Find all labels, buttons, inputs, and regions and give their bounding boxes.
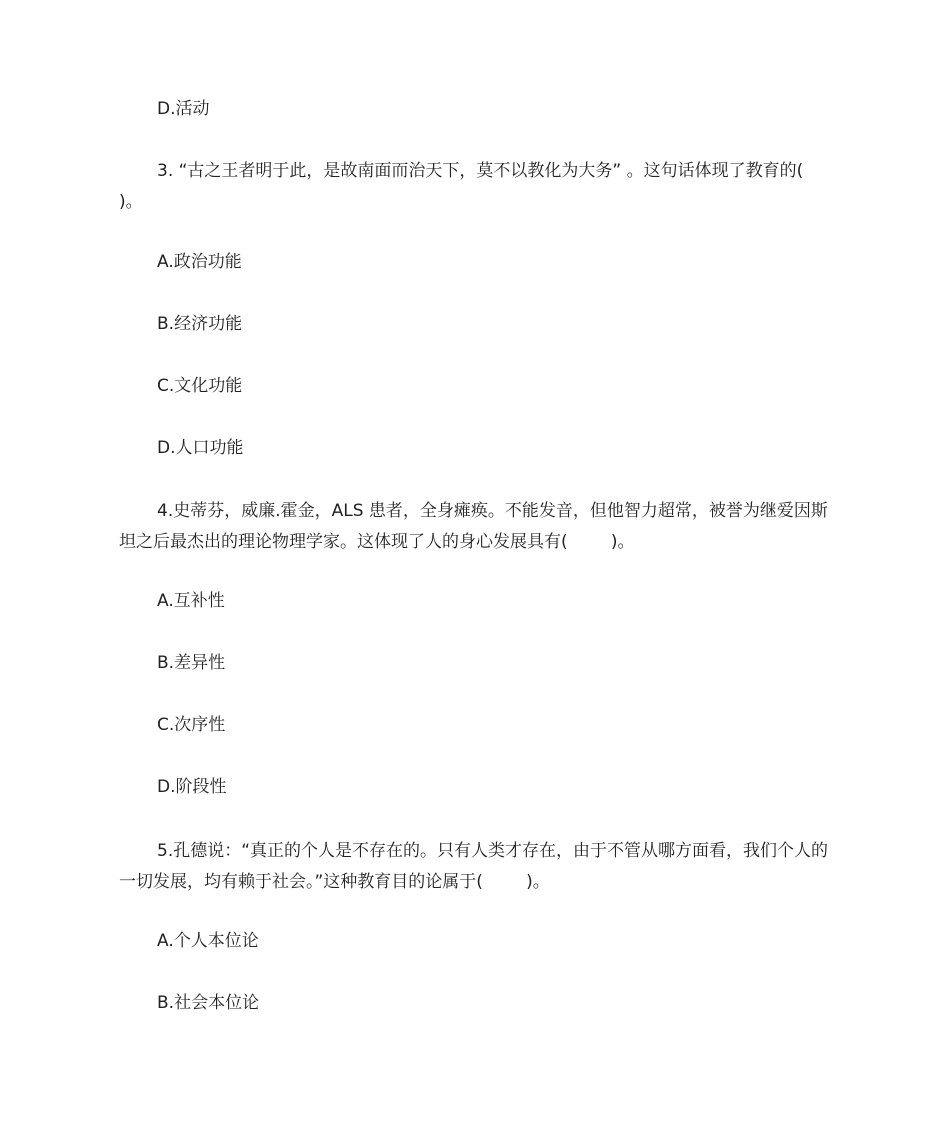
question-5: 5.孔德说：“真正的个人是不存在的。只有人类才存在，由于不管从哪方面看，我们个人的一切发展，均有赖于社会。”这种教育目的论属于( )。: [119, 841, 829, 892]
option-q4-a: A.互补性: [157, 591, 225, 611]
option-q2-d: D.活动: [157, 99, 210, 119]
option-q4-c: C.次序性: [157, 715, 226, 735]
option-q3-a: A.政治功能: [157, 252, 242, 272]
question-3: 3. “古之王者明于此，是故南面而治天下，莫不以教化为大务” 。这句话体现了教育的( )。: [119, 161, 836, 212]
option-q4-b: B.差异性: [157, 653, 226, 673]
option-q5-a: A.个人本位论: [157, 931, 259, 951]
question-4: 4.史蒂芬，威廉.霍金，ALS 患者，全身瘫痪。不能发音，但他智力超常，被誉为继爱因斯坦之后最杰出的理论物理学家。这体现了人的身心发展具有( )。: [119, 501, 828, 552]
option-q4-d: D.阶段性: [157, 777, 227, 797]
option-q3-c: C.文化功能: [157, 376, 243, 396]
option-q5-b: B.社会本位论: [157, 993, 260, 1013]
option-q3-b: B.经济功能: [157, 314, 243, 334]
option-q3-d: D.人口功能: [157, 438, 244, 458]
